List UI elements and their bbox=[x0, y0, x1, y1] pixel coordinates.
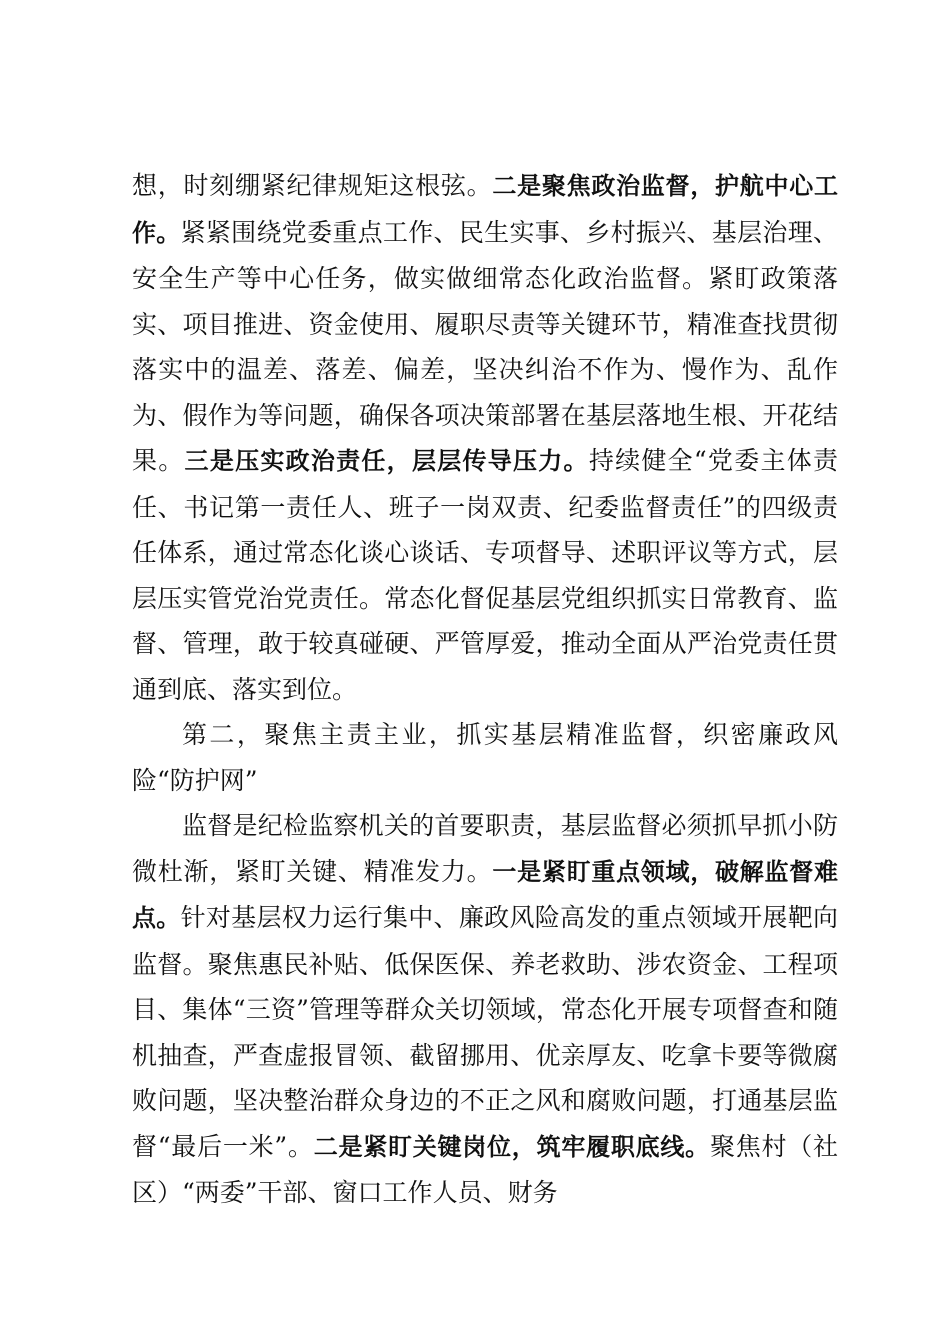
paragraph-text: 想，时刻绷紧纪律规矩这根弦。 bbox=[132, 171, 493, 200]
paragraph-text: 持续健全“党委主体责任、书记第一责任人、班子一岗双责、纪委监督责任”的四级责任体系，通过常态化谈心谈话、专项督导、述职评议等方式，层层压实管党治党责任。常态化督促基层党组织抓实日常教育、监督、管理，敢于较真碰硬、严管厚爱，推动全面从严治党责任贯通到底、落实到位。 bbox=[132, 446, 838, 704]
paragraph-text: 聚焦村（社区）“两委”干部、窗口工作人员、财务 bbox=[132, 1131, 838, 1207]
paragraph-text: 针对基层权力运行集中、廉政风险高发的重点领域开展靶向监督。聚焦惠民补贴、低保医保、养老救助、涉农资金、工程项目、集体“三资”管理等群众关切领域，常态化开展专项督查和随机抽查，严查虚报冒领、截留挪用、优亲厚友、吃拿卡要等微腐败问题，坚决整治群众身边的不正之风和腐败问题，打通基层监督“最后一米”。 bbox=[132, 903, 838, 1161]
bold-lead-point-3: 三是压实政治责任，层层传导压力。 bbox=[184, 447, 589, 475]
paragraph-text: 紧紧围绕党委重点工作、民生实事、乡村振兴、基层治理、安全生产等中心任务，做实做细常态化政治监督。紧盯政策落实、项目推进、资金使用、履职尽责等关键环节，精准查找贯彻落实中的温差、落差、偏差，坚决纠治不作为、慢作为、乱作为、假作为等问题，确保各项决策部署在基层落地生根、开花结果。 bbox=[132, 217, 838, 475]
paragraph-text: 监督是纪检监察机关的首要职责，基层监督必须抓早抓小防微杜渐，紧盯关键、精准发力。 bbox=[132, 811, 838, 886]
paragraph-supervision bbox=[132, 803, 838, 1216]
document-body bbox=[132, 163, 838, 1216]
section-heading: 第二，聚焦主责主业，抓实基层精准监督，织密廉政风险“防护网” bbox=[132, 720, 838, 795]
bold-lead-point-1: 一是紧盯重点领域，破解监督难点。 bbox=[132, 857, 838, 932]
bold-lead-point-2: 二是紧盯关键岗位，筑牢履职底线。 bbox=[313, 1132, 710, 1161]
bold-lead-point-2: 二是聚焦政治监督，护航中心工作。 bbox=[132, 172, 838, 247]
paragraph-continuation bbox=[132, 163, 838, 712]
